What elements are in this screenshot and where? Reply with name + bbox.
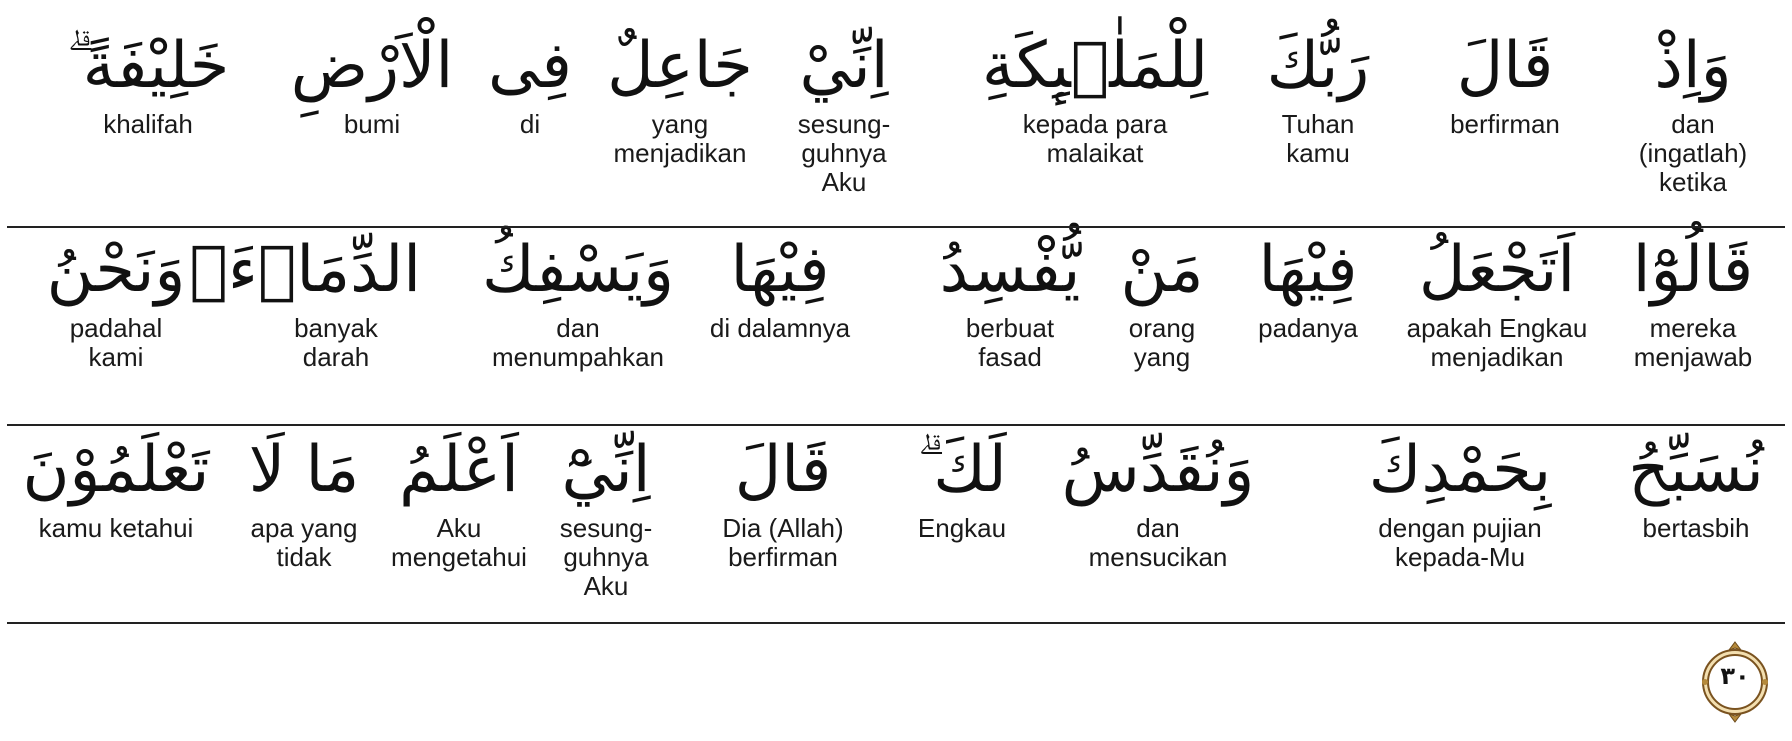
- word-meaning: khalifah: [103, 109, 193, 139]
- arabic-word: وَاِذْ: [1654, 29, 1732, 103]
- word-pair: [965, 22, 1225, 168]
- word-pair: [189, 226, 421, 372]
- word-pair: [541, 426, 671, 601]
- page-number-badge: [1699, 640, 1771, 724]
- arabic-word: لَكَ ۗ: [917, 433, 1007, 507]
- word-pair: [1092, 226, 1232, 372]
- arabic-word: قَالُوْٓا: [1632, 233, 1754, 307]
- arabic-word: وَنُقَدِّسُ: [1061, 433, 1255, 507]
- word-meaning: dan mensucikan: [1088, 513, 1228, 572]
- arabic-word: فِى: [488, 29, 572, 103]
- row-divider: [7, 226, 1785, 228]
- word-pair: [779, 22, 909, 197]
- word-meaning: apa yang tidak: [250, 513, 358, 572]
- arabic-word: رَبُّكَ: [1266, 29, 1370, 103]
- word-meaning: kamu ketahui: [38, 513, 194, 543]
- arabic-word: فِيْهَا: [1258, 233, 1358, 307]
- word-pair: [920, 226, 1100, 372]
- word-meaning: yang menjadikan: [613, 109, 747, 168]
- word-meaning: banyak darah: [294, 313, 378, 372]
- arabic-word: يُّفْسِدُ: [939, 233, 1081, 307]
- arabic-word: مَا لَا: [248, 433, 360, 507]
- word-pair: [1238, 22, 1398, 168]
- arabic-word: جَاعِلٌ: [607, 29, 753, 103]
- arabic-word: تَعْلَمُوْنَ: [22, 433, 210, 507]
- word-pair: [1611, 426, 1781, 543]
- arabic-word: لِلْمَلٰۤىِٕكَةِ: [981, 29, 1209, 103]
- word-meaning: dan (ingatlah) ketika: [1638, 109, 1748, 197]
- word-meaning: dan menumpahkan: [492, 313, 664, 372]
- word-meaning: kepada para malaikat: [1022, 109, 1168, 168]
- word-meaning: orang yang: [1128, 313, 1196, 372]
- word-meaning: di dalamnya: [709, 313, 851, 343]
- word-meaning: padanya: [1258, 313, 1358, 343]
- word-pair: [219, 426, 389, 572]
- word-meaning: bertasbih: [1642, 513, 1750, 543]
- word-pair: [698, 426, 868, 572]
- word-pair: [1058, 426, 1258, 572]
- word-pair: [887, 426, 1037, 543]
- word-meaning: berbuat fasad: [965, 313, 1055, 372]
- word-meaning: Tuhan kamu: [1281, 109, 1355, 168]
- word-pair: [1608, 226, 1778, 372]
- arabic-word: خَلِيْفَةً ۗ: [66, 29, 230, 103]
- word-meaning: apakah Engkau menjadikan: [1406, 313, 1588, 372]
- word-pair: [1345, 426, 1575, 572]
- word-pair: [272, 22, 472, 139]
- word-meaning: di: [519, 109, 541, 139]
- word-pair: [53, 22, 243, 139]
- row-divider: [7, 622, 1785, 624]
- arabic-word: نُسَبِّحُ: [1628, 433, 1764, 507]
- arabic-word: الْاَرْضِ: [290, 29, 454, 103]
- arabic-word: قَالَ: [1456, 29, 1554, 103]
- arabic-word: اِنِّيْ: [799, 29, 889, 103]
- word-meaning: padahal kami: [69, 313, 163, 372]
- word-pair: [374, 426, 544, 572]
- word-pair: [475, 22, 585, 139]
- word-pair: [1382, 226, 1612, 372]
- word-meaning: sesung- guhnya Aku: [797, 109, 891, 197]
- word-pair: [1618, 22, 1768, 197]
- word-meaning: sesung- guhnya Aku: [559, 513, 653, 601]
- word-meaning: mereka menjawab: [1633, 313, 1753, 372]
- page-number: ٣٠: [1720, 662, 1750, 690]
- arabic-word: بِحَمْدِكَ: [1368, 433, 1552, 507]
- arabic-word: اِنِّيْٓ: [561, 433, 651, 507]
- word-pair: [468, 226, 688, 372]
- arabic-word: فِيْهَا: [730, 233, 830, 307]
- arabic-word: اَتَجْعَلُ: [1418, 233, 1576, 307]
- arabic-word: مَنْ: [1120, 233, 1204, 307]
- word-pair: [36, 226, 196, 372]
- word-pair: [585, 22, 775, 168]
- arabic-word: وَيَسْفِكُ: [481, 233, 675, 307]
- word-meaning: Engkau: [917, 513, 1007, 543]
- row-divider: [7, 424, 1785, 426]
- arabic-word: قَالَ: [734, 433, 832, 507]
- word-pair: [1415, 22, 1595, 139]
- arabic-word: الدِّمَاۤءَۚ: [189, 233, 421, 307]
- word-meaning: dengan pujian kepada-Mu: [1378, 513, 1542, 572]
- arabic-word: اَعْلَمُ: [399, 433, 519, 507]
- word-pair: [1233, 226, 1383, 343]
- word-meaning: berfirman: [1450, 109, 1560, 139]
- word-pair: [685, 226, 875, 343]
- word-meaning: Dia (Allah) berfirman: [722, 513, 844, 572]
- word-meaning: Aku mengetahui: [391, 513, 527, 572]
- word-pair: [11, 426, 221, 543]
- word-meaning: bumi: [343, 109, 401, 139]
- arabic-word: وَنَحْنُ: [46, 233, 186, 307]
